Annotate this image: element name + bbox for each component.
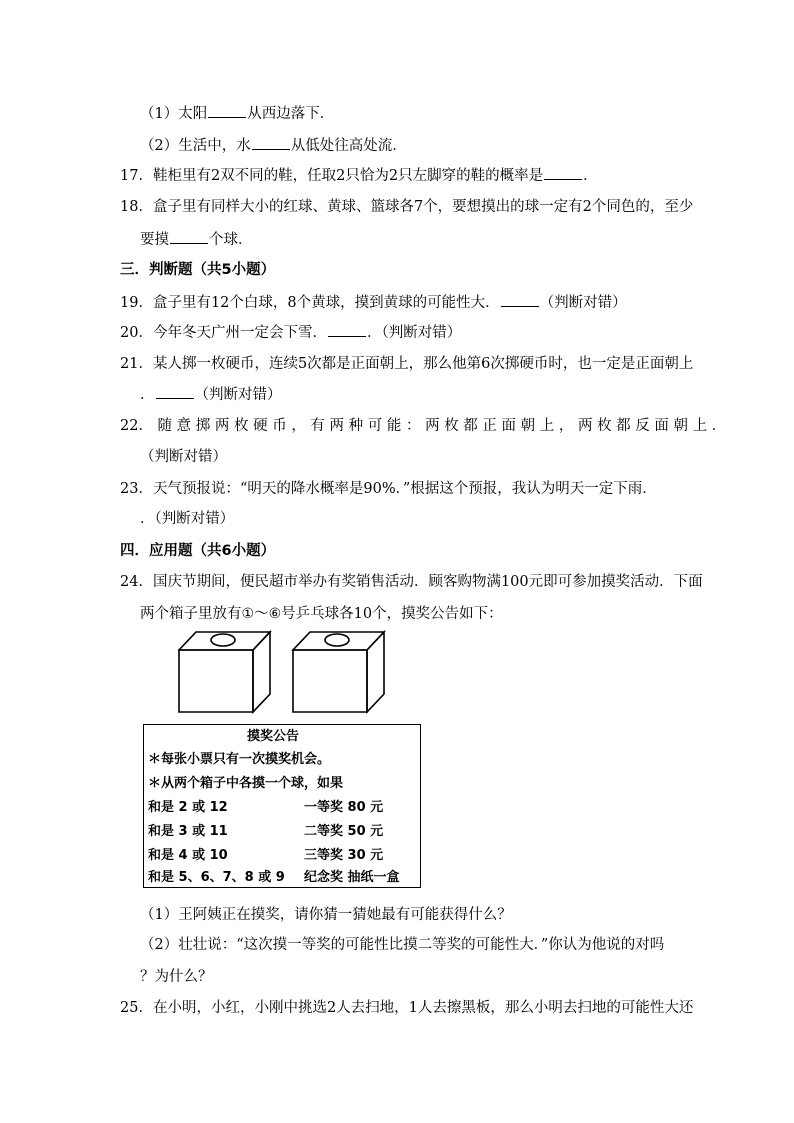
question-21-cont (140, 384, 282, 405)
answer-blank[interactable] (170, 229, 208, 244)
text: 22． 随 意 掷 两 枚 硬 币 ， 有 两 种 可 能 ： 两 枚 都 正 面 朝 上 ， 两 枚 都 反 面 朝 上 ． (120, 418, 727, 434)
text: （判断对错） (140, 449, 227, 465)
text: 号乒乓球各10个，摸奖公告如下： (281, 606, 503, 622)
text: （1）王阿姨正在摸奖，请你猜一猜她最有可能获得什么？ (140, 907, 512, 923)
answer-blank[interactable] (501, 292, 539, 307)
answer-blank[interactable] (328, 322, 366, 337)
question-25 (120, 998, 693, 1018)
question-21 (120, 354, 693, 374)
question-18-cont (140, 229, 253, 250)
q16-item-2 (140, 135, 407, 156)
notice-cond-3: 和是 4 或 10 (148, 848, 228, 863)
answer-blank[interactable] (544, 165, 582, 180)
text: ． (583, 168, 598, 184)
question-17 (120, 165, 598, 186)
text: 从西边落下． (247, 106, 335, 122)
text: （2）生活中，水 (140, 138, 251, 154)
text: ． (140, 387, 155, 403)
question-20 (120, 322, 461, 343)
question-22-cont (140, 447, 227, 467)
text: （2）壮壮说：“这次摸一等奖的可能性比摸二等奖的可能性大．”你认为他说的对吗 (140, 937, 665, 953)
box-left-front (179, 650, 253, 712)
box-right (293, 632, 384, 712)
question-24 (120, 572, 703, 592)
section-3-heading: 三．判断题（共5小题） (120, 262, 276, 278)
section-4-heading: 四．应用题（共6小题） (120, 543, 276, 559)
text: 18．盒子里有同样大小的红球、黄球、篮球各7个，要想摸出的球一定有2个同色的，至少 (120, 199, 694, 215)
notice-prize-4: 纪念奖 抽纸一盒 (304, 870, 400, 885)
box-left-side (253, 632, 270, 712)
text: （判断对错） (539, 295, 627, 311)
text: 19．盒子里有12个白球，8个黄球，摸到黄球的可能性大． (120, 295, 500, 311)
tilde: ～ (254, 606, 269, 622)
box-right-side (367, 632, 384, 712)
question-23 (120, 479, 657, 499)
text: 23．天气预报说：“明天的降水概率是90%．”根据这个预报，我认为明天一定下雨． (120, 481, 657, 497)
notice-title: 摸奖公告 (247, 729, 300, 744)
notice-rule-2: ＊从两个箱子中各摸一个球，如果 (148, 776, 344, 791)
notice-cond-2: 和是 3 或 11 (148, 824, 228, 839)
circled-six: ⑥ (268, 606, 282, 622)
notice-cond-1: 和是 2 或 12 (148, 800, 228, 815)
text: 17．鞋柜里有2双不同的鞋，任取2只恰为2只左脚穿的鞋的概率是 (120, 168, 544, 184)
question-24-sub-2-cont (140, 967, 213, 987)
text: 20．今年冬天广州一定会下雪． (120, 325, 327, 341)
answer-blank[interactable] (252, 135, 290, 150)
question-19 (120, 292, 627, 313)
prize-notice (143, 724, 421, 888)
question-24-cont (140, 604, 503, 624)
notice-prize-1: 一等奖 80 元 (304, 800, 384, 815)
text: 从低处往高处流． (290, 138, 407, 154)
text: ．（判断对错） (140, 511, 235, 527)
text: ？为什么？ (140, 969, 213, 985)
text: 24．国庆节期间，便民超市举办有奖销售活动．顾客购物满100元即可参加摸奖活动．下面 (120, 574, 703, 590)
question-23-cont (140, 509, 234, 529)
text: 两个箱子里放有 (140, 606, 242, 622)
text: 要摸 (140, 232, 169, 248)
text: （1）太阳 (140, 106, 208, 122)
notice-cond-4: 和是 5、6、7、8 或 9 (148, 870, 285, 885)
text: （判断对错） (194, 387, 282, 403)
question-22 (120, 416, 726, 436)
box-right-front (293, 650, 367, 712)
box-left (179, 632, 270, 712)
text: ．（判断对错） (366, 325, 462, 341)
text: 21．某人掷一枚硬币，连续5次都是正面朝上，那么他第6次掷硬币时，也一定是正面朝上 (120, 356, 694, 372)
notice-rule-1: ＊每张小票只有一次摸奖机会。 (148, 752, 331, 767)
notice-prize-3: 三等奖 30 元 (304, 848, 384, 863)
text: 25．在小明，小红，小刚中挑选2人去扫地，1人去擦黑板，那么小明去扫地的可能性大还 (120, 1000, 694, 1016)
question-24-sub-1 (140, 905, 512, 925)
answer-blank[interactable] (208, 103, 246, 118)
q16-item-1 (140, 103, 334, 124)
two-boxes-illustration (178, 630, 398, 715)
text: 个球． (209, 232, 253, 248)
notice-prize-2: 二等奖 50 元 (304, 824, 384, 839)
box-left-hole (211, 634, 235, 646)
question-18 (120, 197, 693, 217)
answer-blank[interactable] (156, 384, 194, 399)
box-right-hole (325, 634, 349, 646)
question-24-sub-2 (140, 935, 664, 955)
circled-one: ① (241, 606, 255, 622)
